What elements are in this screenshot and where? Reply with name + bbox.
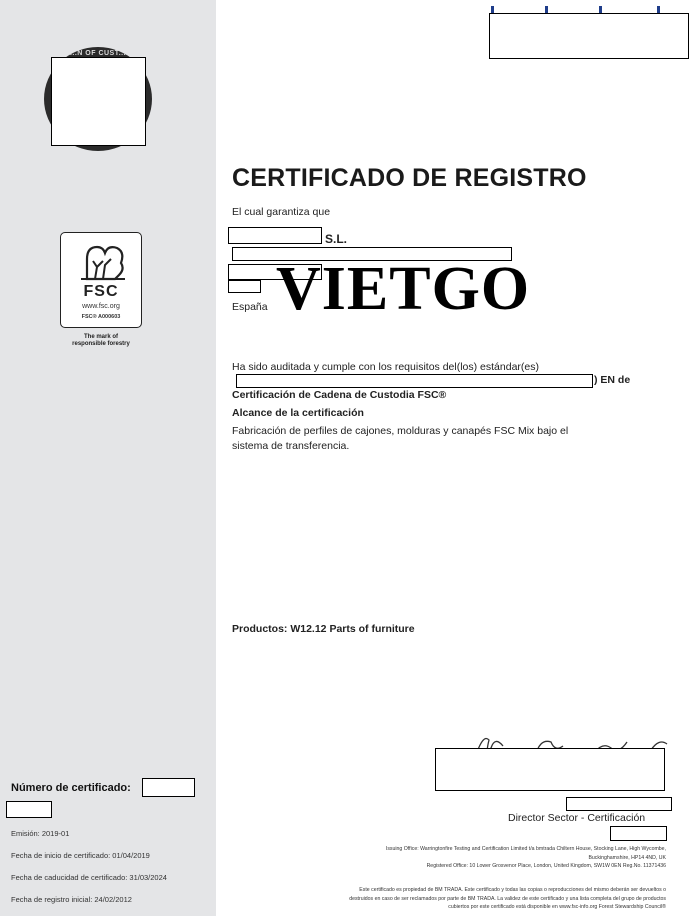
redacted-signatory-role	[566, 797, 672, 811]
issuing-office-line-2: Buckinghamshire, HP14 4ND, UK	[588, 854, 666, 861]
fsc-tagline-line-2: responsible forestry	[72, 341, 130, 347]
certificate-start-date: Fecha de inicio de certificado: 01/04/2019	[11, 851, 150, 860]
legal-line-2: destruidos en caso de ser reclamados por parte de BM TRADA. La validez de este certificado y una lista completa del grupo de productos	[349, 895, 666, 902]
fsc-tagline	[60, 334, 142, 348]
issuing-office-line-3: Registered Office: 10 Lower Grosvenor Place, London, United Kingdom, SW1W 0EN Reg.No. 11371436	[426, 863, 666, 869]
certificate-number-label: Número de certificado:	[11, 782, 131, 794]
redacted-seal	[51, 57, 146, 146]
company-suffix: S.L.	[325, 232, 348, 246]
certification-type: Certificación de Cadena de Custodia FSC®	[232, 389, 447, 401]
issuing-office-info	[280, 845, 666, 871]
legal-notice	[236, 886, 666, 912]
legal-line-3: cubiertos por este certificado está disponible en www.fsc-info.org Forest Stewardship Council®	[448, 904, 666, 910]
initial-registration-date: Fecha de registro inicial: 24/02/2012	[11, 895, 132, 904]
country: España	[232, 301, 268, 313]
scope-line-2: sistema de transferencia.	[232, 440, 350, 452]
emission-date: Emisión: 2019-01	[11, 829, 70, 838]
redacted-company-name	[228, 227, 322, 244]
watermark-text: VIETGO	[276, 255, 531, 323]
redacted-postal-code	[228, 280, 261, 293]
redacted-signatory-name	[435, 748, 665, 791]
redacted-certificate-number	[142, 778, 195, 797]
director-title: Director Sector - Certificación	[508, 812, 646, 824]
document-title: CERTIFICADO DE REGISTRO	[232, 164, 587, 192]
intro-text: El cual garantiza que	[232, 206, 331, 218]
redacted-signatory-department	[610, 826, 667, 841]
sidebar-panel	[0, 0, 216, 916]
standard-suffix: ) EN de	[594, 374, 631, 386]
scope-heading: Alcance de la certificación	[232, 407, 364, 419]
redacted-standard	[236, 374, 593, 388]
fsc-logo	[60, 232, 142, 328]
issuing-office-line-1: Issuing Office: Warringtonfire Testing and Certification Limited t/a bmtrada Chiltern House, Stocking Lane, High Wycombe,	[385, 846, 666, 852]
fsc-url: www.fsc.org	[82, 303, 120, 310]
redacted-issuer-logo	[489, 13, 689, 59]
legal-line-1: Este certificado es propiedad de BM TRADA. Este certificado y todas las copias o reproducciones del mismo deberán ser devueltos o	[359, 887, 666, 893]
audit-statement: Ha sido auditada y cumple con los requisitos del(los) estándar(es)	[232, 361, 539, 373]
seal-text: ...N OF CUST...	[69, 50, 127, 57]
fsc-label: FSC	[83, 283, 119, 300]
certificate-expiry-date: Fecha de caducidad de certificado: 31/03/2024	[11, 873, 167, 882]
redacted-certificate-number-suffix	[6, 801, 52, 818]
fsc-license-code: FSC® A000603	[81, 314, 121, 320]
fsc-tree-icon	[75, 239, 129, 283]
products-line: Productos: W12.12 Parts of furniture	[232, 623, 415, 635]
scope-line-1: Fabricación de perfiles de cajones, molduras y canapés FSC Mix bajo el	[232, 425, 569, 437]
fsc-tagline-line-1: The mark of	[83, 334, 118, 340]
